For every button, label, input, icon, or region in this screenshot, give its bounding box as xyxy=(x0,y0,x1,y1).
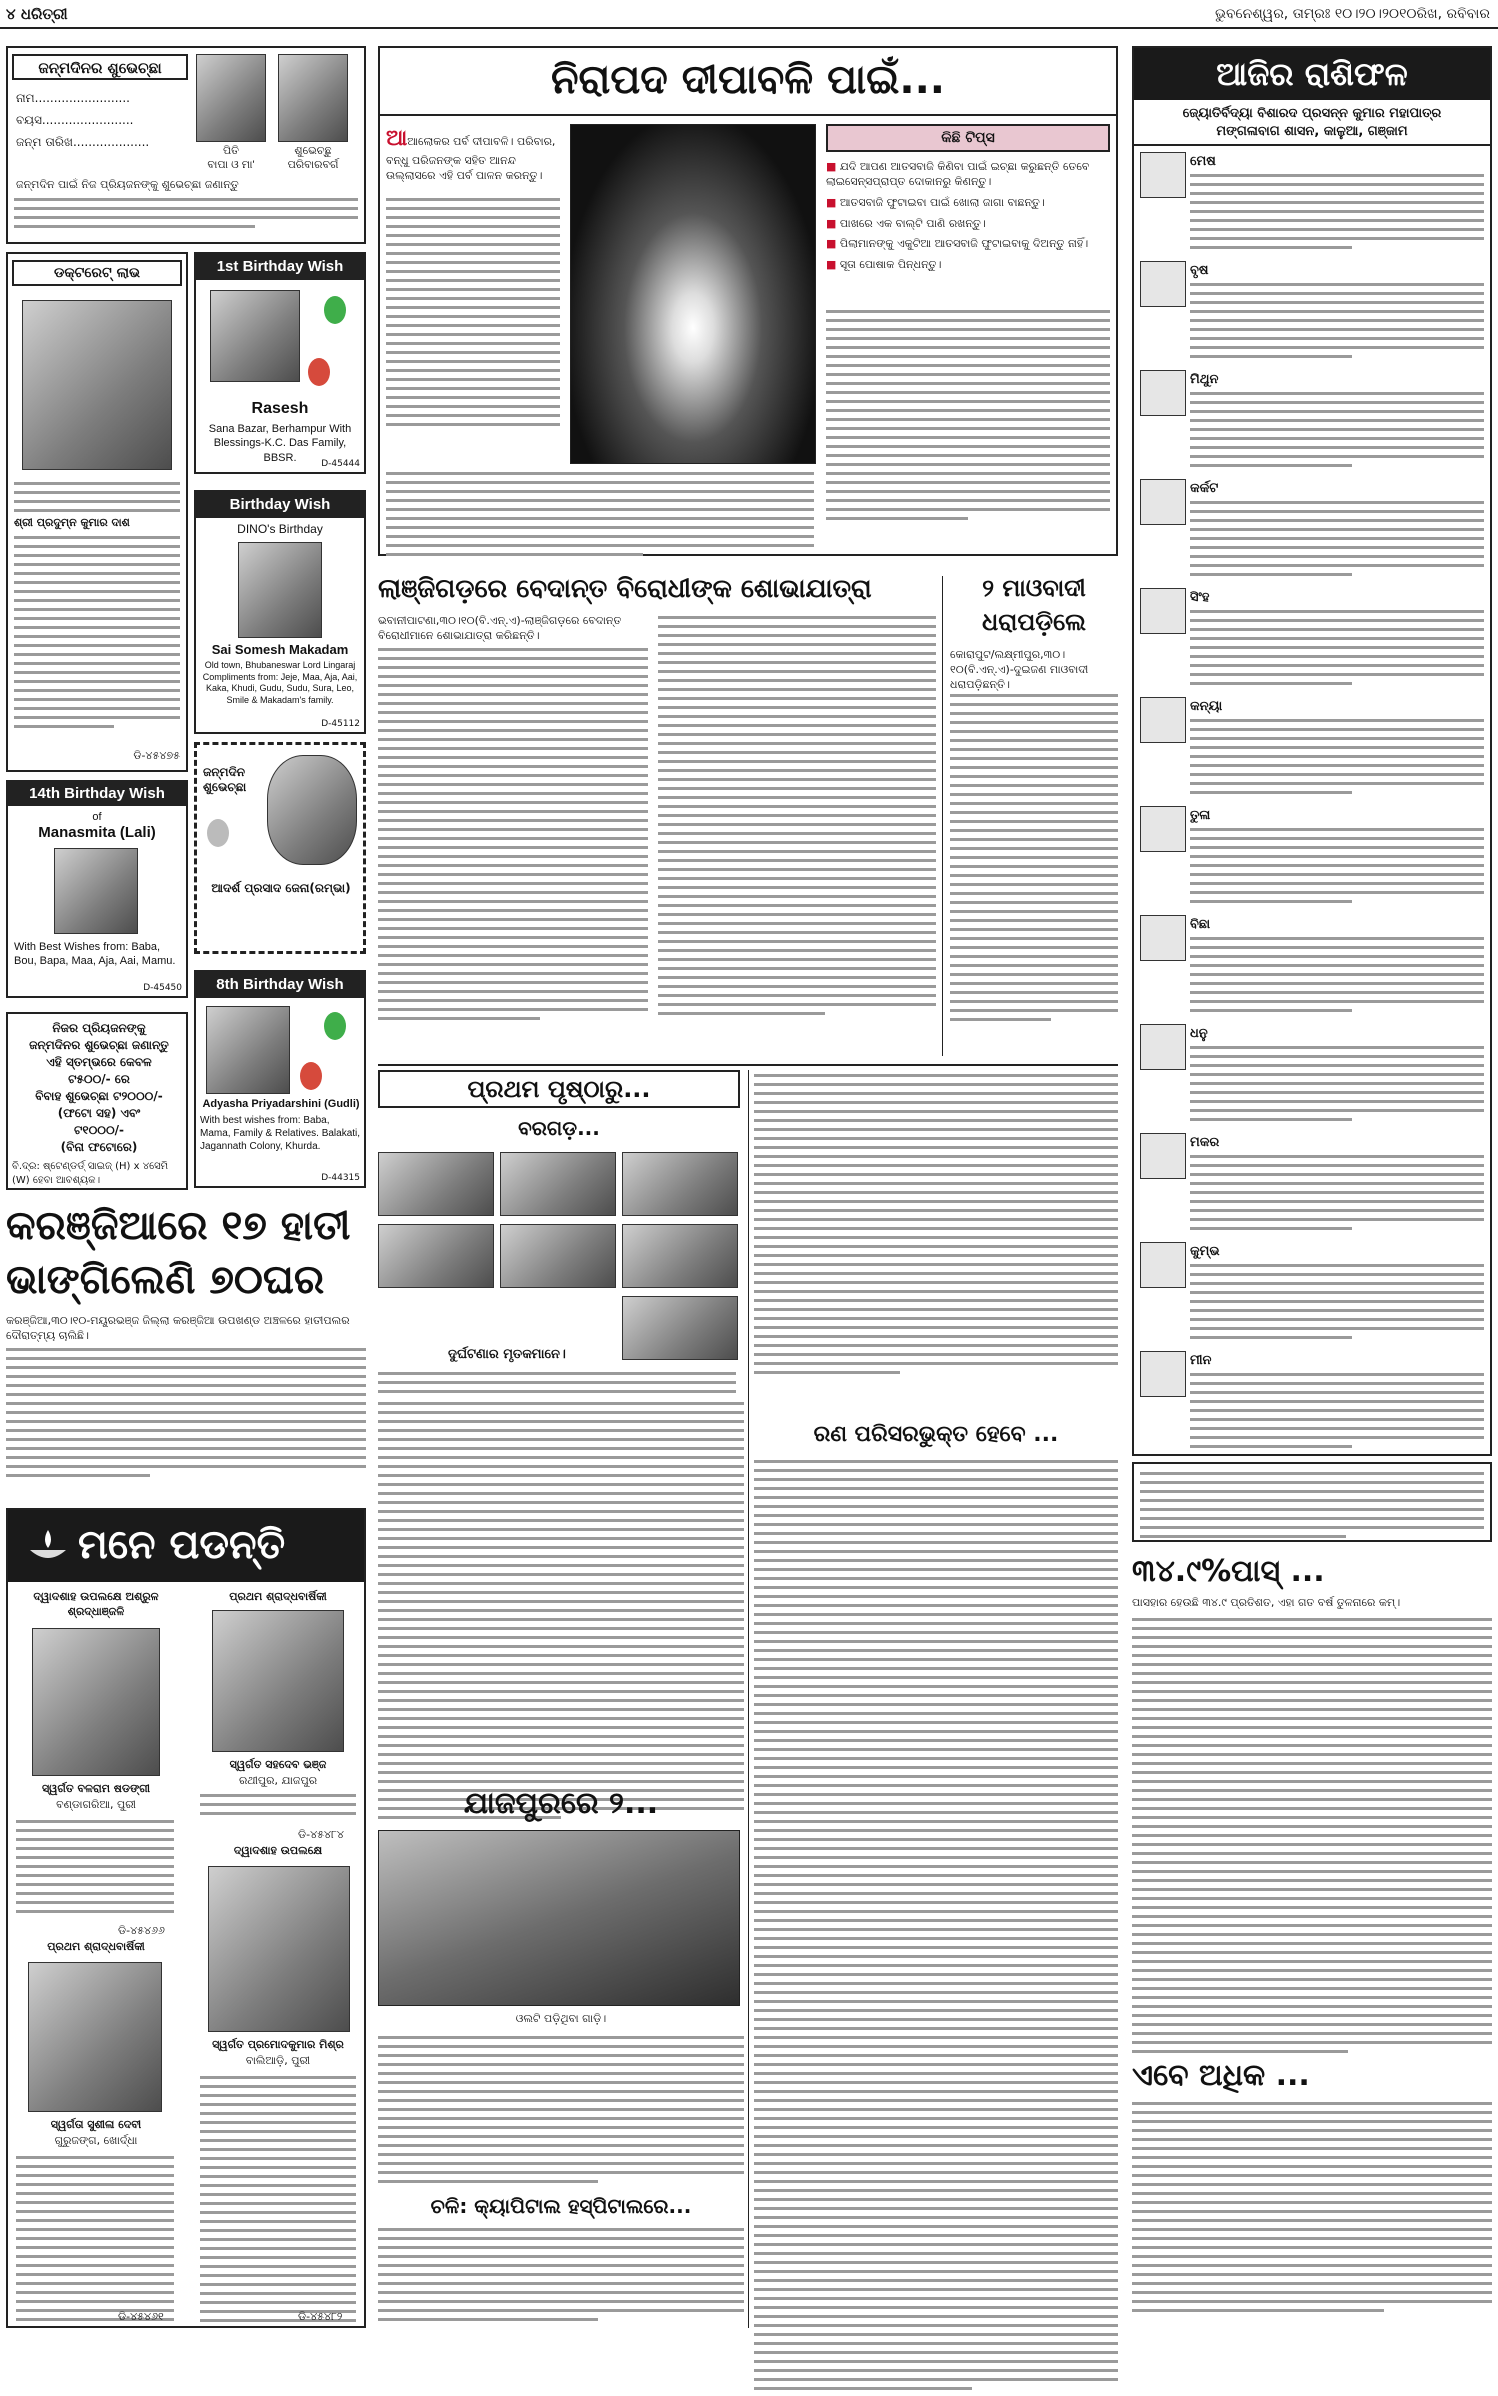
text-lines xyxy=(1140,1472,1484,1544)
horoscope-title: ଆଜିର ରାଶିଫଳ xyxy=(1134,48,1490,100)
zodiac-sign-icon xyxy=(1140,588,1186,634)
text-lines xyxy=(950,694,1118,1027)
balloon-icon xyxy=(324,1012,346,1040)
obit-heading: ପ୍ରଥମ ଶ୍ରାଦ୍ଧବାର୍ଷିକୀ xyxy=(229,1590,327,1603)
zodiac-sign-label: ମୀନ xyxy=(1190,1353,1212,1368)
text-lines xyxy=(1190,174,1484,255)
zodiac-sign-label: କୁମ୍ଭ xyxy=(1190,1244,1220,1259)
text-lines xyxy=(16,2156,174,2327)
elephant-story xyxy=(6,1198,366,1498)
rate-lines xyxy=(12,1020,186,1156)
obit-heading: ଦ୍ୱାଦଶାହ ଉପଲକ୍ଷେ xyxy=(233,1844,323,1857)
zodiac-sign-label: ସିଂହ xyxy=(1190,590,1210,605)
page-header xyxy=(0,0,1498,26)
text-lines xyxy=(1190,501,1484,582)
doctorate-box xyxy=(6,252,188,772)
wish-photo xyxy=(206,1006,290,1094)
victim-photo xyxy=(500,1224,616,1288)
wish-odia xyxy=(194,742,366,954)
obit-name: ସ୍ୱର୍ଗତ ସହଦେବ ଭଞ୍ଜ xyxy=(229,1758,327,1771)
elephant-headline-1: କରଞ୍ଜିଆରେ ୧୭ ହାତୀ xyxy=(6,1203,351,1249)
tip-item: ■ ଯଦି ଆପଣ ଆତସବାଜି କିଣିବା ପାଇଁ ଇଚ୍ଛା କରୁଛନ୍ତି ତେବେ ଲାଇସେନ୍ସପ୍ରାପ୍ତ ଦୋକାନରୁ କିଣନ୍ତୁ। xyxy=(826,160,1090,188)
text-lines xyxy=(1190,1046,1484,1127)
tip-item: ■ ପାଖରେ ଏକ ବାଲ୍ଟି ପାଣି ରଖନ୍ତୁ। xyxy=(826,216,986,230)
wish-photo xyxy=(54,848,138,934)
zodiac-sign-icon xyxy=(1140,1242,1186,1288)
text-lines xyxy=(378,2036,744,2189)
capital-hospital-headline: ଚଳି: କ୍ୟାପିଟାଲ ହସ୍ପିଟାଲରେ... xyxy=(430,2194,692,2218)
photo-caption-2: ଶୁଭେଚ୍ଛୁ xyxy=(294,145,332,157)
zodiac-sign-label: ବୃଷ xyxy=(1190,263,1209,278)
text-lines xyxy=(1190,719,1484,800)
continuation-column xyxy=(378,1402,744,1782)
child-photo xyxy=(196,54,266,142)
wish-manasmita xyxy=(6,780,188,998)
balloon-icon xyxy=(207,819,229,847)
balloon-icon xyxy=(308,358,330,386)
victim-photo xyxy=(622,1152,738,1216)
zodiac-sign-icon xyxy=(1140,1024,1186,1070)
text-lines xyxy=(754,1460,1118,2396)
section-rule xyxy=(378,1064,1118,1066)
obit-name: ସ୍ୱର୍ଗତ ବଳରାମ ଷଡଙ୍ଗୀ xyxy=(41,1782,151,1795)
doctorate-code: ଡି-୪୫୪୭୫ xyxy=(133,749,180,763)
wish-name: Adyasha Priyadarshini xyxy=(202,1098,322,1110)
obit-heading: ପ୍ରଥମ ଶ୍ରାଦ୍ଧବାର୍ଷିକୀ xyxy=(47,1940,145,1953)
wish-name: Manasmita (Lali) xyxy=(38,824,156,841)
photo-subcaption-1: ବାପା ଓ ମା' xyxy=(207,159,255,171)
obit-name: ସ୍ୱର୍ଗତ ପ୍ରମୋଦକୁମାର ମିଶ୍ର xyxy=(212,2038,344,2051)
victim-photo xyxy=(500,1152,616,1216)
zodiac-sign-icon xyxy=(1140,806,1186,852)
column-rule xyxy=(748,1070,749,2328)
birthday-form-box xyxy=(6,46,366,244)
zodiac-sign-label: ତୁଳା xyxy=(1190,808,1211,823)
text-lines xyxy=(386,472,814,562)
wish-text: Old town, Bhubaneswar Lord Lingaraj Compliments from: Jeje, Maa, Aja, Aai, Kaka, Khudi, Gudu, Sudu, Sura, Leo, Smile & Makadam's family. xyxy=(202,660,358,706)
text-lines xyxy=(14,482,180,518)
result-story xyxy=(1132,1552,1492,2072)
rate-line: ଜନ୍ମଦିନର ଶୁଭେଚ୍ଛା ଜଣାନ୍ତୁ xyxy=(29,1038,169,1052)
drop-cap: ଆ xyxy=(386,126,408,151)
astrologer-address: ମଙ୍ଗଳାବାଗ ଶାସନ, କାଳୁଆ, ଗଞ୍ଜାମ xyxy=(1216,124,1408,139)
column-rule xyxy=(942,576,943,1056)
maoist-headline-1: ୨ ମାଓବାଦୀ xyxy=(982,574,1086,602)
wish-title: Birthday Wish xyxy=(196,492,364,518)
text-lines xyxy=(1190,937,1484,1018)
text-lines xyxy=(1190,1264,1484,1345)
wish-photo xyxy=(238,542,322,638)
text-lines xyxy=(1190,610,1484,691)
horoscope-rule xyxy=(1134,144,1490,146)
diwali-headline: ନିରାପଦ ଦୀପାବଳି ପାଇଁ... xyxy=(551,57,945,103)
wish-code: D-45444 xyxy=(321,458,360,469)
zodiac-sign-label: ମିଥୁନ xyxy=(1190,372,1219,387)
rate-size-note: ବି.ଦ୍ର: ଷ୍ଟେଣ୍ଡର୍ଡ୍ ସାଇଜ୍ (H) x ୪ସେମି (W) ହେବା ଆବଶ୍ୟକ। xyxy=(12,1161,169,1186)
zodiac-sign-icon xyxy=(1140,370,1186,416)
wish-nickname: (Gudli) xyxy=(324,1098,360,1110)
text-lines xyxy=(1190,828,1484,909)
rate-line: ବିବାହ ଶୁଭେଚ୍ଛା ଟ୨୦୦୦/- xyxy=(35,1089,163,1103)
text-lines xyxy=(200,1794,356,1821)
victims-caption: ଦୁର୍ଘଟଣାର ମୃତକମାନେ। xyxy=(448,1347,566,1362)
wish-rasesh xyxy=(194,252,366,474)
text-lines xyxy=(14,198,358,234)
form-note: ଜନ୍ମଦିନ ପାଇଁ ନିଜ ପ୍ରିୟଜନଙ୍କୁ ଶୁଭେଚ୍ଛା ଜଣାନ୍ତୁ xyxy=(16,178,239,191)
zodiac-sign-icon xyxy=(1140,915,1186,961)
text-lines xyxy=(658,616,936,1021)
text-lines xyxy=(6,1348,366,1483)
accident-photo xyxy=(378,1830,740,2006)
text-lines xyxy=(200,2076,356,2328)
tip-item: ■ ପିଲାମାନଙ୍କୁ ଏକୁଟିଆ ଆତସବାଜି ଫୁଟାଇବାକୁ ଦିଅନ୍ତୁ ନାହିଁ। xyxy=(826,237,1089,251)
rate-line: ଟ୧୦୦୦/- xyxy=(74,1123,124,1137)
obit-photo xyxy=(212,1610,344,1752)
horoscope-note xyxy=(1132,1462,1492,1542)
text-lines xyxy=(378,648,648,1026)
obit-place: ଗୁରୁଜଙ୍ଗ, ଖୋର୍ଦ୍ଧା xyxy=(54,2134,138,2147)
zodiac-sign-icon xyxy=(1140,261,1186,307)
rate-line: ଏହି ସ୍ତମ୍ଭରେ କେବଳ xyxy=(46,1055,152,1069)
victim-photo xyxy=(622,1296,738,1360)
wish-photo xyxy=(210,290,300,382)
jajpur-headline: ଯାଜପୁରରେ ୨... xyxy=(463,1786,659,1821)
zodiac-sign-label: ଧନୁ xyxy=(1190,1026,1208,1041)
doctorate-title: ଡକ୍ଟରେଟ୍ ଲାଭ xyxy=(12,260,182,286)
wish-title: 14th Birthday Wish xyxy=(8,782,186,806)
obit-place: ବଣ୍ଡାଗରିଆ, ପୁରୀ xyxy=(56,1798,136,1811)
tip-text: ଆତସବାଜି ଫୁଟାଇବା ପାଇଁ ଖୋଲା ଜାଗା ବାଛନ୍ତୁ। xyxy=(839,195,1045,209)
text-lines xyxy=(1132,2102,1492,2318)
zodiac-sign-icon xyxy=(1140,1351,1186,1397)
obit-place: ରଥୀପୁର, ଯାଜପୁର xyxy=(238,1774,318,1787)
page-label: ୪ ଧରିତ୍ରୀ xyxy=(6,5,68,23)
more-headline: ଏବେ ଅଧିକ ... xyxy=(1132,2058,1310,2093)
zodiac-sign-label: କନ୍ୟା xyxy=(1190,699,1223,714)
obit-code: ଡି-୪୫୪୮୨ xyxy=(298,2310,343,2323)
form-field-name: ନାମ......................... xyxy=(16,91,130,105)
vedanta-lead: ଭବାନୀପାଟଣା,୩୦।୧୦(ବି.ଏନ୍.ଏ)-ଲାଞ୍ଜିଗଡ଼ରେ ବେଦାନ୍ତ ବିରୋଧୀମାନେ ଶୋଭାଯାତ୍ରା କରିଛନ୍ତି। xyxy=(378,614,622,642)
wish-text: With Best Wishes from: Baba, Bou, Bapa, Maa, Aja, Aai, Mamu. xyxy=(14,941,176,968)
jajpur-story xyxy=(378,1784,744,2328)
wish-text: Sana Bazar, Berhampur With Blessings-K.C. Das Family, BBSR. xyxy=(208,423,352,464)
text-lines xyxy=(378,1402,744,1825)
rate-line: ଟ୫୦୦/- ରେ xyxy=(68,1072,130,1086)
zodiac-sign-label: ବିଛା xyxy=(1190,917,1211,932)
form-field-age: ବୟସ........................ xyxy=(16,113,134,127)
wish-name: Sai Somesh Makadam xyxy=(211,642,349,657)
continuation-column-2 xyxy=(754,1070,1118,1400)
zodiac-sign-icon xyxy=(1140,152,1186,198)
doctorate-photo xyxy=(22,300,172,470)
diwali-lead xyxy=(386,124,566,183)
result-headline: ୩୪.୯%ପାସ୍ ... xyxy=(1132,1554,1325,1589)
wish-text: With best wishes from: Baba, Mama, Family & Relatives. Balakati, Jagannath Colony, Khurda. xyxy=(200,1115,361,1152)
wish-name: ଆଦର୍ଶ ପ୍ରସାଦ ଜେନା(ରମ୍ଭା) xyxy=(211,881,351,895)
tip-text: ଯଦି ଆପଣ ଆତସବାଜି କିଣିବା ପାଇଁ ଇଚ୍ଛା କରୁଛନ୍ତି ତେବେ ଲାଇସେନ୍ସପ୍ରାପ୍ତ ଦୋକାନରୁ କିଣନ୍ତୁ। xyxy=(826,160,1090,188)
zodiac-sign-label: କର୍କଟ xyxy=(1190,481,1219,496)
text-lines xyxy=(1190,1155,1484,1236)
tip-text: ସୂତା ପୋଷାକ ପିନ୍ଧନ୍ତୁ। xyxy=(839,258,942,272)
wish-code: D-45450 xyxy=(143,982,182,993)
rate-line: (ଫଟୋ ସହ) ଏବଂ xyxy=(57,1106,141,1120)
photo-subcaption-2: ପରିବାରବର୍ଗ xyxy=(287,159,339,171)
text-lines xyxy=(826,310,1110,526)
zodiac-sign-label: ମେଷ xyxy=(1190,154,1216,169)
victim-photo xyxy=(622,1224,738,1288)
lamp-icon xyxy=(26,1526,70,1566)
photo-caption-1: ପିତି xyxy=(222,145,240,157)
wish-subtitle: DINO's Birthday xyxy=(237,522,323,536)
front-page-title: ପ୍ରଥମ ପୃଷ୍ଠାରୁ... xyxy=(378,1070,740,1108)
accident-caption: ଓଲଟି ପଡ଼ିଥିବା ଗାଡ଼ି। xyxy=(515,2012,607,2025)
wish-photo xyxy=(267,755,357,865)
wish-name: Rasesh xyxy=(251,400,309,417)
text-lines xyxy=(378,1372,736,1399)
more-story xyxy=(1132,2056,1492,2328)
victim-photo xyxy=(378,1224,494,1288)
elephant-lead: କରଞ୍ଜିଆ,୩୦।୧୦-ମୟୂରଭଞ୍ଜ ଜିଲ୍ଲା କରଞ୍ଜିଆ ଉପଖଣ୍ଡ ଅଞ୍ଚଳରେ ହାତୀପଲର ଦୌରାତ୍ମ୍ୟ ଚାଲିଛି। xyxy=(6,1314,350,1342)
obit-photo xyxy=(208,1866,350,2032)
wish-title: 1st Birthday Wish xyxy=(196,254,364,280)
text-lines xyxy=(1190,1373,1484,1454)
text-lines xyxy=(1190,392,1484,473)
zodiac-sign-label: ମକର xyxy=(1190,1135,1220,1150)
text-lines xyxy=(378,2228,744,2327)
victim-photo xyxy=(378,1152,494,1216)
fireworks-photo xyxy=(570,124,816,464)
result-lead: ପାସହାର ହେଉଛି ୩୪.୯ ପ୍ରତିଶତ, ଏହା ଗତ ବର୍ଷ ତୁଳନାରେ କମ୍। xyxy=(1132,1596,1401,1609)
wish-name-block xyxy=(198,1098,364,1110)
tip-item: ■ ସୂତା ପୋଷାକ ପିନ୍ଧନ୍ତୁ। xyxy=(826,258,942,272)
tip-text: ପାଖରେ ଏକ ବାଲ୍ଟି ପାଣି ରଖନ୍ତୁ। xyxy=(839,216,986,230)
text-lines xyxy=(754,1074,1118,1380)
battle-headline: ରଣ ପରିସରଭୁକ୍ତ ହେବେ ... xyxy=(813,1422,1059,1447)
elephant-headline-2: ଭାଙ୍ଗିଲେଣି ୭୦ଘର xyxy=(6,1257,325,1303)
obit-place: ବାଲିଆଡ଼ି, ପୁରୀ xyxy=(245,2054,311,2067)
diwali-box xyxy=(378,46,1118,556)
obit-code: ଡି-୪୫୪୬୬ xyxy=(118,1924,165,1937)
wish-title: 8th Birthday Wish xyxy=(196,972,364,998)
wish-adyasha xyxy=(194,970,366,1188)
astrologer-name: ଜ୍ୟୋତିର୍ବିଦ୍ୟା ବିଶାରଦ ପ୍ରସନ୍ନ କୁମାର ମହାପାତ୍ର xyxy=(1182,106,1442,121)
zodiac-sign-icon xyxy=(1140,479,1186,525)
child-photo-2 xyxy=(278,54,348,142)
obit-heading: ଦ୍ୱାଦଶାହ ଉପଲକ୍ଷେ ଅଶ୍ରୁଳ ଶ୍ରଦ୍ଧାଞ୍ଜଳି xyxy=(33,1590,159,1618)
wish-code: D-45112 xyxy=(321,718,360,729)
tips-title: କିଛି ଟିପ୍ସ xyxy=(826,124,1110,152)
obit-name: ସ୍ୱର୍ଗତା ସୁଶୀଳା ଦେବୀ xyxy=(50,2118,142,2131)
wish-of: of xyxy=(92,811,102,823)
wish-title: ଜନ୍ମଦିନ ଶୁଭେଚ୍ଛା xyxy=(203,765,247,794)
dateline: ଭୁବନେଶ୍ୱର, ତାମ୍ରଃ ୧୦।୨୦।୨୦୧୦ରିଖ, ରବିବାର xyxy=(1214,6,1490,22)
diwali-lead-text: ଆଲୋକର ପର୍ବ ଦୀପାବଳି। ପରିବାର, ବନ୍ଧୁ ପରିଜନଙ୍କ ସହିତ ଆନନ୍ଦ ଉଲ୍ଲାସରେ ଏହି ପର୍ବ ପାଳନ କରନ୍ତୁ। xyxy=(386,135,556,182)
zodiac-sign-icon xyxy=(1140,1133,1186,1179)
obituary-banner xyxy=(8,1510,364,1582)
form-field-dob: ଜନ୍ମ ତାରିଖ.................... xyxy=(16,135,150,149)
vedanta-headline: ଲାଞ୍ଜିଗଡ଼ରେ ବେଦାନ୍ତ ବିରୋଧୀଙ୍କ ଶୋଭାଯାତ୍ରା xyxy=(378,574,872,604)
obit-code: ଡି-୪୫୪୬୧ xyxy=(118,2310,164,2323)
front-page-section xyxy=(378,1070,744,1400)
birthday-form-title: ଜନ୍ମଦିନର ଶୁଭେଚ୍ଛା xyxy=(12,54,188,80)
maoist-headline-2: ଧରାପଡ଼ିଲେ xyxy=(982,608,1086,636)
balloon-icon xyxy=(324,296,346,324)
wish-code: D-44315 xyxy=(321,1172,360,1183)
obit-photo xyxy=(28,1962,162,2112)
text-lines xyxy=(16,1820,174,1919)
rate-box xyxy=(6,1012,188,1190)
horoscope-box xyxy=(1132,46,1492,1456)
tips-list xyxy=(826,160,1110,279)
text-lines xyxy=(1190,283,1484,364)
text-lines xyxy=(386,198,560,432)
diwali-headline-rule xyxy=(380,114,1116,116)
header-rule xyxy=(0,27,1498,29)
tip-item: ■ ଆତସବାଜି ଫୁଟାଇବା ପାଇଁ ଖୋଲା ଜାଗା ବାଛନ୍ତୁ। xyxy=(826,195,1045,209)
maoist-story xyxy=(950,572,1118,1062)
rate-line: ନିଜର ପ୍ରିୟଜନଙ୍କୁ xyxy=(52,1021,146,1035)
maoist-lead: କୋରାପୁଟ/ଲକ୍ଷ୍ମୀପୁର,୩୦।୧୦(ବି.ଏନ୍.ଏ)-ଦୁଇଜଣ ମାଓବାଦୀ ଧରାପଡ଼ିଛନ୍ତି। xyxy=(950,648,1089,691)
wish-dino xyxy=(194,490,366,734)
obit-photo xyxy=(32,1628,160,1776)
front-page-subtitle: ବରଗଡ଼... xyxy=(518,1116,600,1140)
balloon-icon xyxy=(300,1062,322,1090)
obit-code: ଡି-୪୫୪୮୪ xyxy=(298,1828,344,1841)
battle-story xyxy=(754,1420,1118,2328)
obituary-box xyxy=(6,1508,366,2328)
vedanta-story xyxy=(378,572,936,1062)
obituary-title: ମନେ ପଡନ୍ତି xyxy=(78,1522,286,1568)
zodiac-sign-icon xyxy=(1140,697,1186,743)
rate-line: (ବିନା ଫଟୋରେ) xyxy=(60,1140,138,1154)
tip-text: ପିଲାମାନଙ୍କୁ ଏକୁଟିଆ ଆତସବାଜି ଫୁଟାଇବାକୁ ଦିଅନ୍ତୁ ନାହିଁ। xyxy=(839,237,1089,251)
doctorate-name: ଶ୍ରୀ ପ୍ରଦୁମ୍ନ କୁମାର ଦାଶ xyxy=(14,516,130,529)
text-lines xyxy=(14,536,180,734)
text-lines xyxy=(1132,1618,1492,2059)
